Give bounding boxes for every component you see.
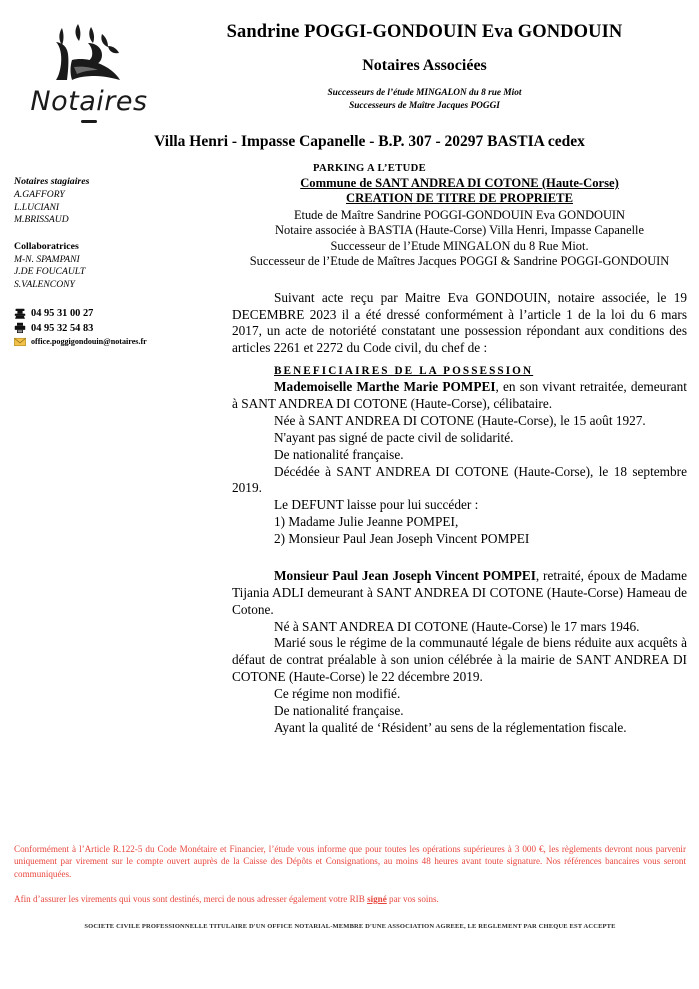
footer-rib-emphasis: signé: [367, 894, 387, 905]
footer-rib-notice: [14, 893, 686, 905]
beneficiary-1-succession-intro: Le DEFUNT laisse pour lui succéder :: [274, 497, 479, 513]
beneficiaries-heading: BENEFICIAIRES DE LA POSSESSION: [274, 365, 534, 378]
beneficiary-2-residency: Ayant la qualité de ‘Résident’ au sens de la réglementation fiscale.: [274, 719, 627, 735]
subtitle-line-2: Notaire associée à BASTIA (Haute-Corse) Villa Henri, Impasse Capanelle: [275, 223, 644, 238]
fax-row: [14, 322, 214, 336]
collaborator-item: M-N. SPAMPANI: [14, 253, 80, 265]
beneficiary-2-regime: Ce régime non modifié.: [274, 686, 401, 702]
sidebar-spacer: [14, 227, 214, 241]
fax-printer-icon: [14, 322, 26, 334]
sidebar-staff-contacts: [14, 176, 214, 348]
beneficiary-1-birth: Née à SANT ANDREA DI COTONE (Haute-Corse), le 15 août 1927.: [274, 412, 646, 428]
subtitle-line-4: Successeur de l’Etude de Maîtres Jacques POGGI & Sandrine POGGI-GONDOUIN: [249, 254, 670, 269]
beneficiary-2-marriage: Marié sous le régime de la communauté légale de biens réduite aux acquêts à défaut de contrat préalable à son union célébrée à la mairie de SANT ANDREA DI COTONE (Haute-Corse) le 22 décembre 2019.: [232, 635, 687, 685]
beneficiary-2-identity-rest: , retraité, époux de Madame Tijania ADLI demeurant à SANT ANDREA DI COTONE (Haute-Corse) Hameau de Cotone.: [232, 567, 687, 617]
document-title-line-2: CREATION DE TITRE DE PROPRIETE: [346, 191, 573, 206]
beneficiary-2-nationality: De nationalité française.: [274, 702, 404, 718]
collaborator-item: J.DE FOUCAULT: [14, 266, 86, 278]
beneficiary-1-pacs: N'ayant pas signé de pacte civil de solidarité.: [274, 429, 514, 445]
successor-line-2: Successeurs de Maître Jacques POGGI: [349, 100, 500, 111]
beneficiary-1-death: Décédée à SANT ANDREA DI COTONE (Haute-Corse), le 18 septembre 2019.: [232, 463, 687, 496]
notaires-logo: [28, 16, 150, 124]
fax-number: 04 95 32 54 83: [31, 322, 94, 334]
page-footer: [14, 843, 686, 930]
email-row: [14, 336, 214, 348]
document-title-line-1: Commune de SANT ANDREA DI COTONE (Haute-Corse): [300, 176, 619, 190]
trainee-item: L.LUCIANI: [14, 201, 60, 213]
beneficiary-1-heir-1: 1) Madame Julie Jeanne POMPEI,: [274, 514, 459, 530]
beneficiary-1-identity: [232, 379, 687, 413]
telephone-icon: [14, 308, 26, 320]
phone-row: [14, 307, 214, 321]
collaborator-item: S.VALENCONY: [14, 279, 75, 291]
email-address: office.poggigondouin@notaires.fr: [31, 336, 147, 346]
footer-legal-mention: SOCIETE CIVILE PROFESSIONNELLE TITULAIRE D'UN OFFICE NOTARIAL-MEMBRE D'UNE ASSOCIATION AGREEE, LE REGLEMENT PAR CHEQUE EST ACCEPTE: [84, 923, 616, 931]
logo-wordmark: Notaires: [30, 86, 148, 117]
beneficiary-1-heir-2: 2) Monsieur Paul Jean Joseph Vincent POMPEI: [274, 531, 530, 547]
beneficiary-2-name: Monsieur Paul Jean Joseph Vincent POMPEI: [274, 567, 536, 583]
beneficiary-2-identity: [232, 568, 687, 619]
firm-identity: [160, 22, 689, 112]
subtitle-line-3: Successeur de l’Etude MINGALON du 8 Rue Miot.: [330, 238, 589, 253]
beneficiary-1-name: Mademoiselle Marthe Marie POMPEI: [274, 379, 496, 395]
trainees-heading: Notaires stagiaires: [14, 176, 90, 187]
notaires-emblem-icon: [28, 16, 150, 90]
firm-subtitle: Notaires Associées: [362, 57, 487, 75]
phone-number: 04 95 31 00 27: [31, 307, 94, 319]
letterhead-header: [0, 0, 699, 120]
trainee-item: M.BRISSAUD: [14, 214, 69, 226]
collaborators-heading: Collaboratrices: [14, 240, 79, 252]
successors-block: [160, 87, 689, 112]
intro-paragraph: Suivant acte reçu par Maitre Eva GONDOUIN, notaire associée, le 19 DECEMBRE 2023 il a été dressé conformément à l’article 1 de la loi du 6 mars 2017, un acte de notoriété constatant une possession répondant aux conditions des articles 2261 et 2272 du Code civil, du chef de :: [232, 289, 687, 356]
footer-rib-notice-after: par vos soins.: [386, 894, 439, 905]
successor-line-1: Successeurs de l’étude MINGALON du 8 rue Miot: [327, 88, 522, 99]
firm-name: Sandrine POGGI-GONDOUIN Eva GONDOUIN: [226, 22, 623, 42]
parking-notice: PARKING A L’ETUDE: [312, 163, 427, 174]
body-spacer: [232, 270, 687, 290]
beneficiary-2-birth: Né à SANT ANDREA DI COTONE (Haute-Corse) le 17 mars 1946.: [274, 618, 640, 634]
envelope-icon: [14, 336, 26, 348]
beneficiary-1-nationality: De nationalité française.: [274, 446, 404, 462]
document-body: [232, 176, 687, 737]
document-title: [232, 176, 687, 207]
document-subtitle: [232, 208, 687, 270]
office-address: Villa Henri - Impasse Capanelle - B.P. 307 - 20297 BASTIA cedex: [154, 133, 585, 150]
footer-payment-notice: Conformément à l’Article R.122-5 du Code Monétaire et Financier, l’étude vous informe que pour toutes les opérations supérieures à 3 000 €, les règlements devront nous parvenir uniquement par virement sur le compte ouvert auprès de la Caisse des Dépôts et Consignations, au moins 48 heures avant toute signature. Nos références bancaires vous seront communiquées.: [14, 844, 686, 879]
logo-underline: [81, 120, 97, 123]
subtitle-line-1: Etude de Maître Sandrine POGGI-GONDOUIN Eva GONDOUIN: [293, 207, 626, 222]
sidebar-spacer: [14, 292, 214, 306]
footer-rib-notice-before: Afin d’assurer les virements qui vous sont destinés, merci de nous adresser également votre RIB: [14, 894, 368, 905]
beneficiary-1-identity-rest: , en son vivant retraitée, demeurant à SANT ANDREA DI COTONE (Haute-Corse), célibataire.: [232, 379, 687, 412]
trainee-item: A.GAFFORY: [14, 188, 65, 200]
body-spacer: [232, 548, 687, 568]
